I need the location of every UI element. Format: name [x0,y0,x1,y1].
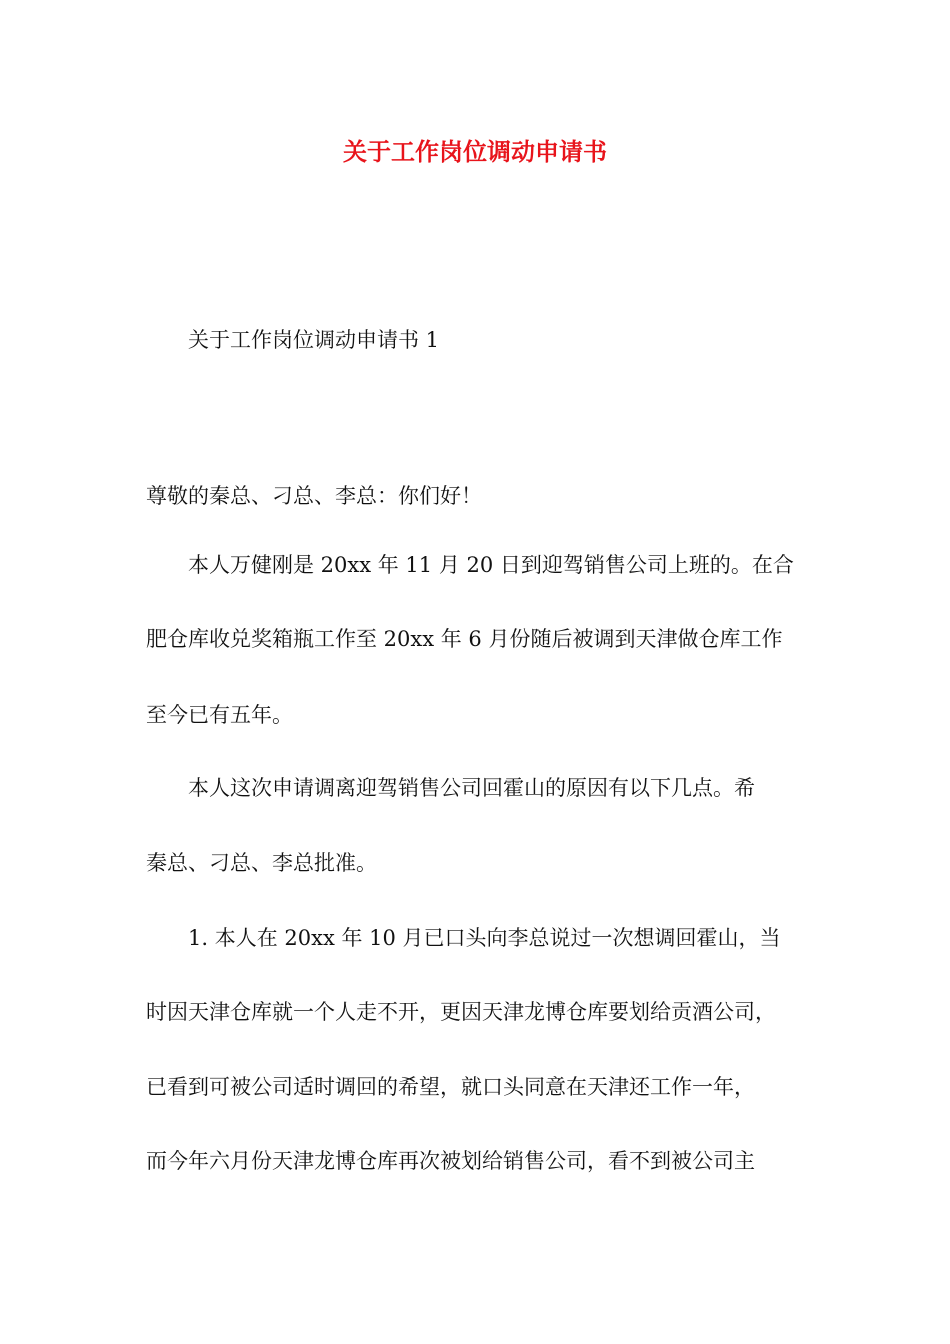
paragraph-line: 本人万健刚是 20xx 年 11 月 20 日到迎驾销售公司上班的。在合 [188,553,794,577]
paragraph-line: 肥仓库收兑奖箱瓶工作至 20xx 年 6 月份随后被调到天津做仓库工作 [146,627,783,651]
paragraph-line: 已看到可被公司适时调回的希望，就口头同意在天津还工作一年， [146,1075,755,1099]
paragraph-line: 而今年六月份天津龙博仓库再次被划给销售公司，看不到被公司主 [146,1149,755,1173]
salutation: 尊敬的秦总、刁总、李总：你们好！ [146,484,482,508]
section-heading: 关于工作岗位调动申请书 1 [188,328,440,352]
paragraph-line: 时因天津仓库就一个人走不开，更因天津龙博仓库要划给贡酒公司， [146,1000,776,1024]
paragraph-line: 本人这次申请调离迎驾销售公司回霍山的原因有以下几点。希 [188,776,755,800]
paragraph-line: 1. 本人在 20xx 年 10 月已口头向李总说过一次想调回霍山，当 [188,926,781,950]
paragraph-line: 秦总、刁总、李总批准。 [146,851,377,875]
paragraph-line: 至今已有五年。 [146,703,293,727]
document-title: 关于工作岗位调动申请书 [343,138,607,166]
